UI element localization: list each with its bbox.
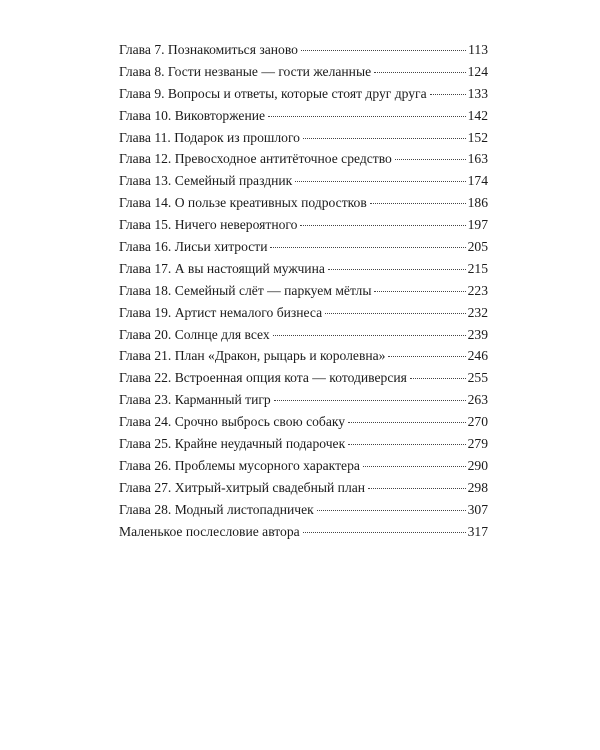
toc-entry-title: Глава 21. План «Дракон, рыцарь и королевна» <box>119 348 386 364</box>
toc-dot-leader <box>317 510 466 511</box>
toc-entry-page: 223 <box>467 282 488 298</box>
toc-entry-title: Глава 10. Виковторжение <box>119 107 266 123</box>
toc-entry-title: Глава 15. Ничего невероятного <box>119 217 298 233</box>
toc-dot-leader <box>300 225 465 226</box>
toc-entry-page: 142 <box>467 107 488 123</box>
toc-dot-leader <box>370 203 466 204</box>
toc-entry <box>119 236 488 258</box>
toc-entry-title: Маленькое послесловие автора <box>119 523 300 539</box>
toc-entry-page: 307 <box>467 501 488 517</box>
toc-entry <box>119 280 488 302</box>
toc-entry <box>119 367 488 389</box>
toc-entry-title: Глава 20. Солнце для всех <box>119 326 270 342</box>
toc-entry-title: Глава 24. Срочно выбрось свою собаку <box>119 414 346 430</box>
toc-dot-leader <box>388 356 465 357</box>
toc-entry-page: 232 <box>467 304 488 320</box>
toc-entry-page: 124 <box>467 63 488 79</box>
toc-entry-title: Глава 27. Хитрый-хитрый свадебный план <box>119 479 366 495</box>
toc-dot-leader <box>268 116 466 117</box>
toc-entry-title: Глава 17. А вы настоящий мужчина <box>119 260 325 276</box>
toc-entry-title: Глава 9. Вопросы и ответы, которые стоят друг друга <box>119 85 427 101</box>
toc-entry <box>119 83 488 105</box>
toc-entry <box>119 389 488 411</box>
toc-entry-page: 152 <box>467 129 488 145</box>
toc-entry-title: Глава 26. Проблемы мусорного характера <box>119 457 360 473</box>
toc-entry <box>119 302 488 324</box>
toc-entry-title: Глава 12. Превосходное антитёточное средство <box>119 151 392 167</box>
toc-entry <box>119 105 488 127</box>
toc-dot-leader <box>430 94 466 95</box>
toc-entry-title: Глава 13. Семейный праздник <box>119 173 293 189</box>
toc-entry <box>119 148 488 170</box>
toc-entry <box>119 61 488 83</box>
toc-entry <box>119 345 488 367</box>
toc-entry <box>119 433 488 455</box>
toc-dot-leader <box>270 247 465 248</box>
toc-entry-title: Глава 16. Лисьи хитрости <box>119 239 268 255</box>
toc-entry-page: 317 <box>467 523 488 539</box>
toc-entry-title: Глава 14. О пользе креативных подростков <box>119 195 367 211</box>
toc-entry-title: Глава 18. Семейный слёт — паркуем мётлы <box>119 282 372 298</box>
toc-entry-page: 133 <box>467 85 488 101</box>
toc-entry <box>119 170 488 192</box>
toc-entry-page: 197 <box>467 217 488 233</box>
toc-entry-title: Глава 25. Крайне неудачный подарочек <box>119 436 346 452</box>
toc-dot-leader <box>303 532 466 533</box>
toc-entry-page: 298 <box>467 479 488 495</box>
toc-entry <box>119 127 488 149</box>
toc-entry-page: 174 <box>467 173 488 189</box>
toc-entry-page: 270 <box>467 414 488 430</box>
toc-entry-page: 113 <box>468 42 488 57</box>
toc-entry-page: 163 <box>467 151 488 167</box>
toc-entry <box>119 39 488 61</box>
toc-dot-leader <box>295 181 465 182</box>
toc-entry-page: 279 <box>467 436 488 452</box>
toc-entry <box>119 455 488 477</box>
toc-dot-leader <box>348 422 466 423</box>
toc-dot-leader <box>325 313 465 314</box>
toc-entry-title: Глава 7. Познакомиться заново <box>119 42 298 57</box>
toc-entry-page: 255 <box>467 370 488 386</box>
toc-entry-title: Глава 19. Артист немалого бизнеса <box>119 304 323 320</box>
table-of-contents <box>119 39 488 542</box>
toc-entry-title: Глава 8. Гости незваные — гости желанные <box>119 63 372 79</box>
toc-dot-leader <box>410 378 466 379</box>
toc-entry <box>119 477 488 499</box>
toc-entry <box>119 258 488 280</box>
toc-entry <box>119 411 488 433</box>
toc-dot-leader <box>348 444 465 445</box>
toc-dot-leader <box>395 159 466 160</box>
toc-entry <box>119 214 488 236</box>
toc-dot-leader <box>301 50 466 51</box>
toc-entry-page: 205 <box>467 239 488 255</box>
toc-dot-leader <box>273 335 466 336</box>
toc-dot-leader <box>363 466 466 467</box>
toc-entry-page: 215 <box>467 260 488 276</box>
toc-entry <box>119 499 488 521</box>
toc-entry-page: 263 <box>467 392 488 408</box>
toc-entry-title: Глава 11. Подарок из прошлого <box>119 129 300 145</box>
toc-entry <box>119 324 488 346</box>
toc-dot-leader <box>303 138 466 139</box>
toc-dot-leader <box>374 291 465 292</box>
toc-dot-leader <box>374 72 465 73</box>
toc-entry <box>119 192 488 214</box>
toc-dot-leader <box>274 400 466 401</box>
toc-entry-title: Глава 22. Встроенная опция кота — котодиверсия <box>119 370 407 386</box>
toc-entry-title: Глава 23. Карманный тигр <box>119 392 271 408</box>
toc-entry-page: 290 <box>467 457 488 473</box>
toc-entry-page: 186 <box>467 195 488 211</box>
toc-entry-title: Глава 28. Модный листопадничек <box>119 501 314 517</box>
toc-entry-page: 239 <box>467 326 488 342</box>
toc-dot-leader <box>368 488 466 489</box>
toc-dot-leader <box>328 269 466 270</box>
toc-entry <box>119 521 488 543</box>
toc-entry-page: 246 <box>467 348 488 364</box>
